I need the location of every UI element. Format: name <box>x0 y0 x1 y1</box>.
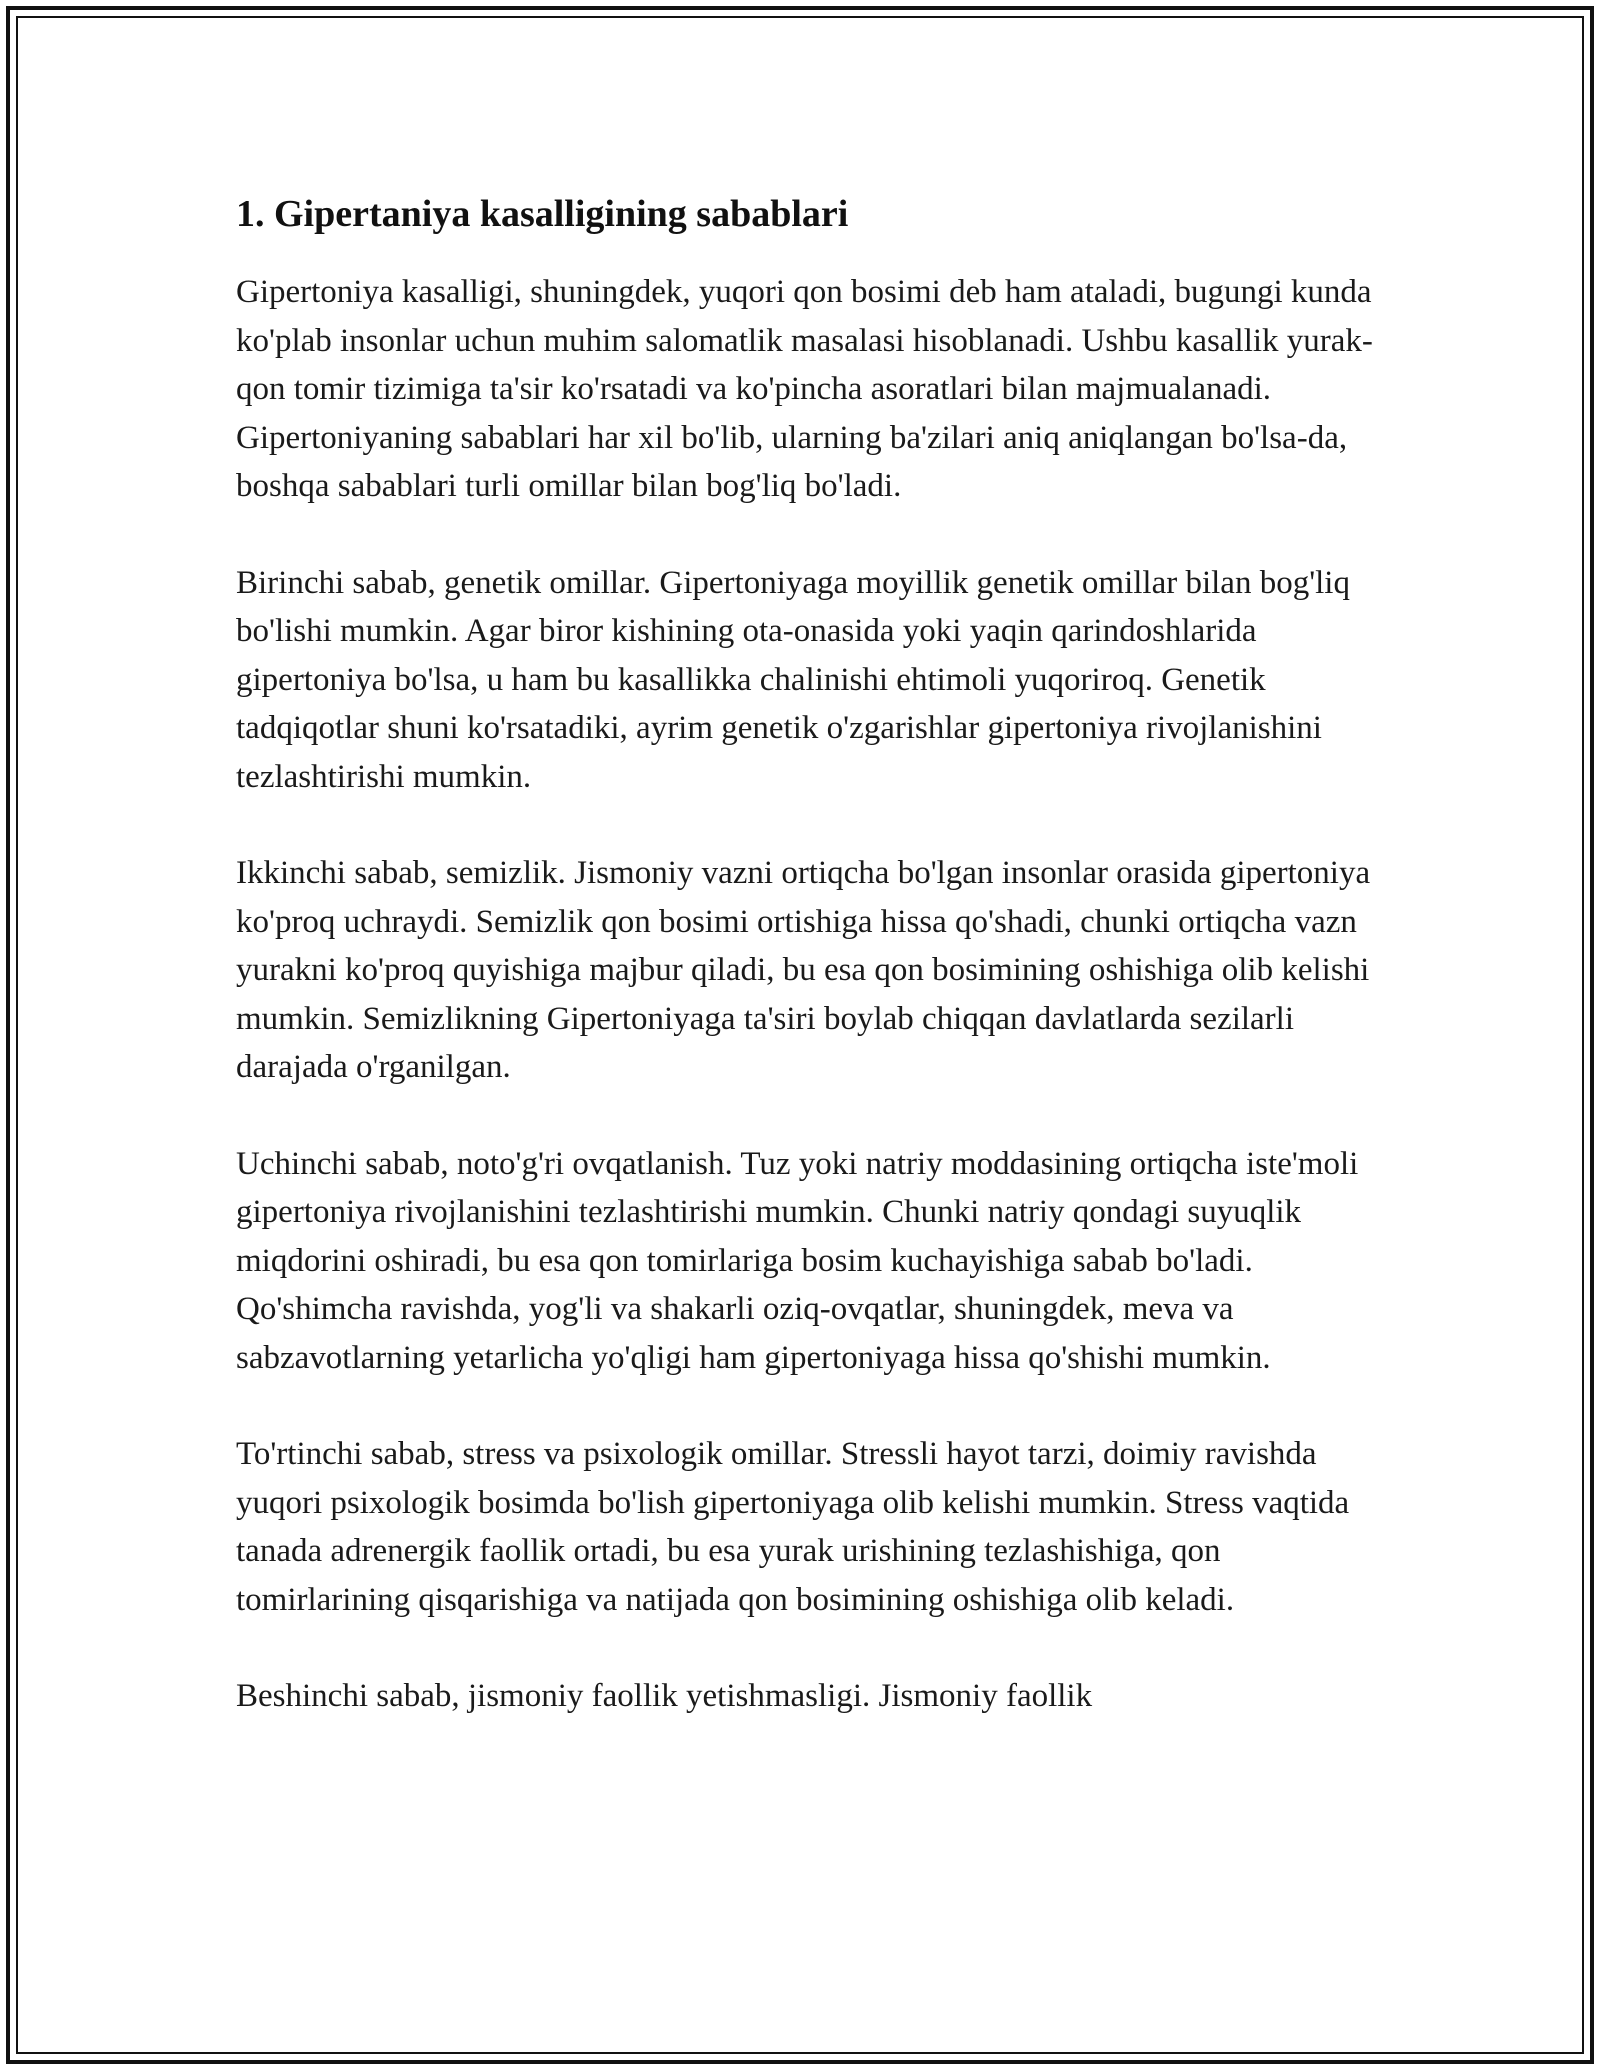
paragraph-intro: Gipertoniya kasalligi, shuningdek, yuqori qon bosimi deb ham ataladi, bugungi kunda ko'plab insonlar uchun muhim salomatlik masalasi hisoblanadi. Ushbu kasallik yurak-qon tomir tizimiga ta'sir ko'rsatadi va ko'pincha asoratlari bilan majmualanadi. Gipertoniyaning sabablari har xil bo'lib, ularning ba'zilari aniq aniqlangan bo'lsa-da, boshqa sabablari turli omillar bilan bog'liq bo'ladi. <box>236 274 1373 504</box>
document-body <box>236 184 1376 1769</box>
paragraph-obesity: Ikkinchi sabab, semizlik. Jismoniy vazni ortiqcha bo'lgan insonlar orasida gipertoniya ko'proq uchraydi. Semizlik qon bosimi ortishiga hissa qo'shadi, chunki ortiqcha vazn yurakni ko'proq quyishiga majbur qiladi, bu esa qon bosimining oshishiga olib kelishi mumkin. Semizlikning Gipertoniyaga ta'siri boylab chiqqan davlatlarda sezilarli darajada o'rganilgan. <box>236 855 1371 1085</box>
paragraph-stress: To'rtinchi sabab, stress va psixologik omillar. Stressli hayot tarzi, doimiy ravishda yuqori psixologik bosimda bo'lish gipertoniyaga olib kelishi mumkin. Stress vaqtida tanada adrenergik faollik ortadi, bu esa yurak urishining tezlashishiga, qon tomirlarining qisqarishiga va natijada qon bosimining oshishiga olib keladi. <box>236 1436 1350 1618</box>
paragraph-genetic-factors: Birinchi sabab, genetik omillar. Gipertoniyaga moyillik genetik omillar bilan bog'liq bo'lishi mumkin. Agar biror kishining ota-onasida yoki yaqin qarindoshlarida gipertoniya bo'lsa, u ham bu kasallikka chalinishi ehtimoli yuqoriroq. Genetik tadqiqotlar shuni ko'rsatadiki, ayrim genetik o'zgarishlar gipertoniya rivojlanishini tezlashtirishi mumkin. <box>236 564 1350 795</box>
paragraph-physical-inactivity: Beshinchi sabab, jismoniy faollik yetishmasligi. Jismoniy faollik <box>236 1678 1093 1714</box>
paragraph-poor-nutrition: Uchinchi sabab, noto'g'ri ovqatlanish. Tuz yoki natriy moddasining ortiqcha iste'moli gipertoniya rivojlanishini tezlashtirishi mumkin. Chunki natriy qondagi suyuqlik miqdorini oshiradi, bu esa qon tomirlariga bosim kuchayishiga sabab bo'ladi. Qo'shimcha ravishda, yog'li va shakarli oziq-ovqatlar, shuningdek, meva va sabzavotlarning yetarlicha yo'qligi ham gipertoniyaga hissa qo'shishi mumkin. <box>236 1145 1359 1376</box>
section-heading: 1. Gipertaniya kasalligining sabablari <box>236 193 849 235</box>
